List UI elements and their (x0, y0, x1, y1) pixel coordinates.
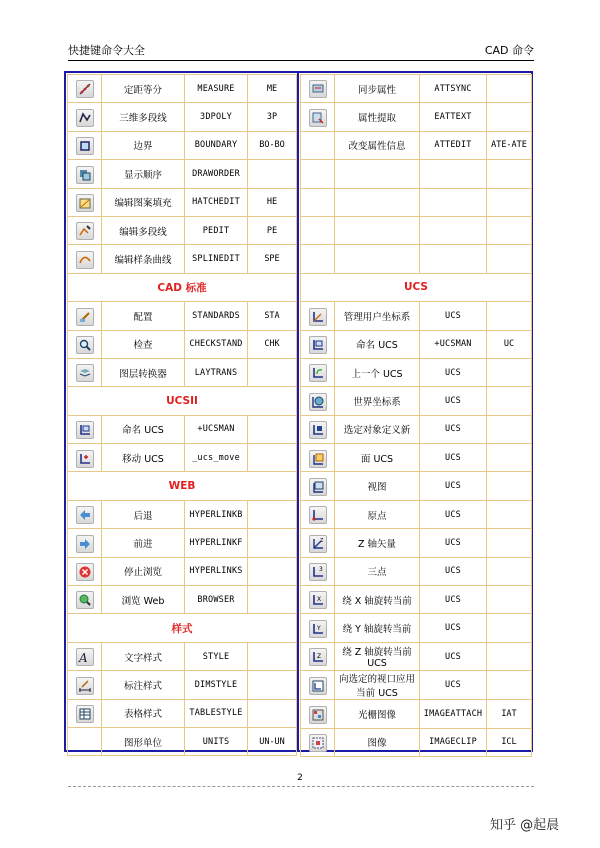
icon-cell (68, 103, 102, 131)
section-row (68, 387, 297, 415)
section-row (68, 614, 297, 642)
svg-text:Z: Z (319, 537, 323, 544)
imageclip-icon (309, 734, 327, 752)
icon-cell (301, 500, 335, 528)
command-text: HYPERLINKB (185, 500, 248, 528)
table-row (301, 728, 532, 756)
command-alias (487, 103, 532, 131)
command-alias (487, 75, 532, 103)
measure-icon (76, 80, 94, 98)
command-name: 原点 (335, 500, 420, 528)
command-alias (487, 444, 532, 472)
table-row (301, 245, 532, 273)
page-header (68, 40, 534, 61)
command-alias (248, 415, 297, 443)
command-text: EATTEXT (420, 103, 487, 131)
table-row (68, 699, 297, 727)
command-name: 绕 X 轴旋转当前 (335, 586, 420, 614)
command-text: IMAGEATTACH (420, 700, 487, 728)
command-text: UCS (420, 358, 487, 386)
command-text: STYLE (185, 642, 248, 670)
icon-cell (301, 614, 335, 642)
standards-icon (76, 308, 94, 326)
command-name: 配置 (102, 302, 185, 330)
browse-web-icon (76, 591, 94, 609)
command-alias (248, 699, 297, 727)
command-alias: ME (248, 75, 297, 103)
table-row (68, 727, 297, 755)
command-alias: UN-UN (248, 727, 297, 755)
command-alias (487, 160, 532, 188)
command-name: 选定对象定义新 (335, 415, 420, 443)
command-alias: CHK (248, 330, 297, 358)
command-alias (487, 188, 532, 216)
table-row (301, 500, 532, 528)
table-row (301, 472, 532, 500)
table-row (68, 557, 297, 585)
command-alias (248, 500, 297, 528)
command-name: 浏览 Web (102, 586, 185, 614)
z-rotate-icon (309, 648, 327, 666)
eattext-icon (309, 109, 327, 127)
command-text: UCS (420, 444, 487, 472)
table-row (68, 302, 297, 330)
icon-cell (301, 387, 335, 415)
command-text: TABLESTYLE (185, 699, 248, 727)
command-text (420, 160, 487, 188)
header-category: CAD 命令 (484, 44, 534, 57)
command-name (335, 160, 420, 188)
command-name: 向选定的视口应用当前 UCS (335, 671, 420, 700)
icon-cell (68, 557, 102, 585)
icon-cell (301, 700, 335, 728)
table-row (68, 330, 297, 358)
command-alias: ATE-ATE (487, 131, 532, 159)
section-title: WEB (68, 472, 297, 500)
table-row (301, 529, 532, 557)
icon-cell (68, 529, 102, 557)
command-name: 边界 (102, 131, 185, 159)
command-name: 属性提取 (335, 103, 420, 131)
command-text (420, 245, 487, 273)
command-alias (487, 557, 532, 585)
named-ucs-icon (76, 421, 94, 439)
command-name: 图像 (335, 728, 420, 756)
checkstandard-icon (76, 336, 94, 354)
table-row (68, 671, 297, 699)
splinedit-icon (76, 251, 94, 269)
y-rotate-icon (309, 620, 327, 638)
command-name: 三维多段线 (102, 103, 185, 131)
command-text: UCS (420, 302, 487, 330)
command-name: 表格样式 (102, 699, 185, 727)
command-alias: UC (487, 330, 532, 358)
command-alias: ICL (487, 728, 532, 756)
command-text: UCS (420, 387, 487, 415)
command-text: UCS (420, 614, 487, 642)
command-name: 命名 UCS (102, 415, 185, 443)
command-name: Z 轴矢量 (335, 529, 420, 557)
ucs-previous-icon (309, 364, 327, 382)
command-name: 检查 (102, 330, 185, 358)
command-alias: STA (248, 302, 297, 330)
command-text: HYPERLINKS (185, 557, 248, 585)
icon-cell (301, 642, 335, 670)
icon-cell (301, 188, 335, 216)
section-title: CAD 标准 (68, 273, 297, 301)
command-text: UCS (420, 472, 487, 500)
command-text: STANDARDS (185, 302, 248, 330)
table-row (301, 671, 532, 700)
command-alias (487, 216, 532, 244)
table-row (68, 131, 297, 159)
back-arrow-icon (76, 506, 94, 524)
command-text: HYPERLINKF (185, 529, 248, 557)
hatchedit-icon (76, 194, 94, 212)
icon-cell (68, 330, 102, 358)
command-text: UCS (420, 529, 487, 557)
command-alias: HE (248, 188, 297, 216)
ucsman-icon (309, 308, 327, 326)
icon-cell (301, 245, 335, 273)
view-ucs-icon (309, 478, 327, 496)
watermark: 知乎 @起晨 (490, 818, 560, 833)
table-row (68, 216, 297, 244)
command-text: MEASURE (185, 75, 248, 103)
command-name: 图层转换器 (102, 358, 185, 386)
face-ucs-icon (309, 450, 327, 468)
table-row (301, 557, 532, 585)
z-axis-icon (309, 535, 327, 553)
svg-text:X: X (316, 596, 321, 604)
three-point-icon (309, 563, 327, 581)
icon-cell (68, 245, 102, 273)
command-alias: IAT (487, 700, 532, 728)
command-name: 三点 (335, 557, 420, 585)
command-alias (248, 160, 297, 188)
icon-cell (301, 529, 335, 557)
command-name: 绕 Y 轴旋转当前 (335, 614, 420, 642)
table-row (68, 103, 297, 131)
command-text: LAYTRANS (185, 358, 248, 386)
named-ucs-icon (309, 336, 327, 354)
command-text: DIMSTYLE (185, 671, 248, 699)
command-text: HATCHEDIT (185, 188, 248, 216)
icon-cell (68, 160, 102, 188)
x-rotate-icon (309, 591, 327, 609)
table-row (301, 160, 532, 188)
svg-text:3: 3 (318, 566, 323, 574)
object-ucs-icon (309, 421, 327, 439)
command-alias (487, 302, 532, 330)
column-divider (297, 71, 299, 752)
svg-text:Y: Y (316, 624, 321, 632)
command-alias (487, 387, 532, 415)
command-alias (487, 500, 532, 528)
left-command-table (67, 74, 297, 756)
table-row (301, 444, 532, 472)
section-row (68, 273, 297, 301)
command-alias (248, 557, 297, 585)
command-alias: SPE (248, 245, 297, 273)
command-text: ATTSYNC (420, 75, 487, 103)
right-command-table (300, 74, 532, 757)
dim-style-icon (76, 677, 94, 695)
command-name: 后退 (102, 500, 185, 528)
icon-cell (301, 472, 335, 500)
command-text: IMAGECLIP (420, 728, 487, 756)
command-alias: 3P (248, 103, 297, 131)
section-title: UCS (301, 273, 532, 301)
command-name: 视图 (335, 472, 420, 500)
table-row (301, 131, 532, 159)
command-alias (248, 671, 297, 699)
table-row (68, 642, 297, 670)
command-text: PEDIT (185, 216, 248, 244)
command-alias (248, 642, 297, 670)
command-name: 绕 Z 轴旋转当前 UCS (335, 642, 420, 670)
origin-ucs-icon (309, 506, 327, 524)
table-row (68, 75, 297, 103)
command-text: ATTEDIT (420, 131, 487, 159)
icon-cell (68, 75, 102, 103)
icon-cell (301, 586, 335, 614)
icon-cell (301, 131, 335, 159)
command-text: +UCSMAN (420, 330, 487, 358)
command-name: 文字样式 (102, 642, 185, 670)
icon-cell (301, 671, 335, 700)
icon-cell (68, 671, 102, 699)
command-text: DRAWORDER (185, 160, 248, 188)
command-text (420, 188, 487, 216)
command-text: UCS (420, 500, 487, 528)
svg-text:Z: Z (316, 653, 321, 661)
table-row (68, 245, 297, 273)
command-name: 同步属性 (335, 75, 420, 103)
table-row (68, 415, 297, 443)
table-row (68, 586, 297, 614)
imageattach-icon (309, 706, 327, 724)
icon-cell (301, 302, 335, 330)
command-text: UCS (420, 415, 487, 443)
command-name: 改变属性信息 (335, 131, 420, 159)
command-alias (487, 614, 532, 642)
boundary-icon (76, 137, 94, 155)
command-text: UCS (420, 671, 487, 700)
command-alias (487, 415, 532, 443)
icon-cell (301, 358, 335, 386)
command-name: 管理用户坐标系 (335, 302, 420, 330)
command-text: UCS (420, 557, 487, 585)
table-row (68, 160, 297, 188)
icon-cell (301, 103, 335, 131)
stop-icon (76, 563, 94, 581)
table-style-icon (76, 705, 94, 723)
svg-text:A: A (78, 651, 88, 665)
icon-cell (68, 216, 102, 244)
table-row (301, 586, 532, 614)
command-alias (248, 444, 297, 472)
icon-cell (68, 500, 102, 528)
forward-arrow-icon (76, 535, 94, 553)
command-text: UCS (420, 642, 487, 670)
table-row (301, 103, 532, 131)
section-row (301, 273, 532, 301)
table-row (301, 188, 532, 216)
table-row (68, 500, 297, 528)
command-name: 显示顺序 (102, 160, 185, 188)
command-text: UCS (420, 586, 487, 614)
command-name: 编辑图案填充 (102, 188, 185, 216)
command-text: SPLINEDIT (185, 245, 248, 273)
table-row (301, 75, 532, 103)
icon-cell (301, 75, 335, 103)
apply-ucs-icon (309, 677, 327, 695)
table-row (301, 642, 532, 670)
command-name: 定距等分 (102, 75, 185, 103)
command-alias: BO-BO (248, 131, 297, 159)
attsync-icon (309, 80, 327, 98)
command-name: 停止浏览 (102, 557, 185, 585)
command-alias (487, 245, 532, 273)
icon-cell (68, 358, 102, 386)
ucs-move-icon (76, 450, 94, 468)
command-alias (487, 472, 532, 500)
table-row (301, 330, 532, 358)
icon-cell (301, 415, 335, 443)
icon-cell (301, 728, 335, 756)
table-row (301, 700, 532, 728)
command-alias (248, 358, 297, 386)
icon-cell (68, 642, 102, 670)
command-text: UNITS (185, 727, 248, 755)
footer-rule (68, 786, 534, 787)
command-alias (487, 586, 532, 614)
page-number: 2 (297, 773, 303, 783)
icon-cell (68, 699, 102, 727)
icon-cell (301, 444, 335, 472)
command-alias (248, 529, 297, 557)
command-alias: PE (248, 216, 297, 244)
command-text: BROWSER (185, 586, 248, 614)
command-name: 前进 (102, 529, 185, 557)
icon-cell (68, 727, 102, 755)
icon-cell (301, 216, 335, 244)
command-name: 编辑样条曲线 (102, 245, 185, 273)
table-row (301, 415, 532, 443)
3dpoly-icon (76, 109, 94, 127)
text-style-icon (76, 648, 94, 666)
table-row (301, 216, 532, 244)
table-row (301, 358, 532, 386)
command-name (335, 188, 420, 216)
command-text: BOUNDARY (185, 131, 248, 159)
command-name: 标注样式 (102, 671, 185, 699)
command-name (335, 216, 420, 244)
table-row (301, 387, 532, 415)
command-name: 世界坐标系 (335, 387, 420, 415)
command-text (420, 216, 487, 244)
icon-cell (68, 188, 102, 216)
command-text: +UCSMAN (185, 415, 248, 443)
icon-cell (301, 160, 335, 188)
icon-cell (68, 444, 102, 472)
command-name: 图形单位 (102, 727, 185, 755)
table-row (68, 358, 297, 386)
icon-cell (68, 586, 102, 614)
command-name: 命名 UCS (335, 330, 420, 358)
table-row (301, 614, 532, 642)
command-text: CHECKSTAND (185, 330, 248, 358)
command-alias (487, 642, 532, 670)
table-row (301, 302, 532, 330)
command-name: 光栅图像 (335, 700, 420, 728)
world-ucs-icon (309, 393, 327, 411)
command-name (335, 245, 420, 273)
icon-cell (68, 415, 102, 443)
laytrans-icon (76, 364, 94, 382)
icon-cell (68, 131, 102, 159)
table-row (68, 444, 297, 472)
command-alias (487, 529, 532, 557)
command-name: 移动 UCS (102, 444, 185, 472)
command-name: 面 UCS (335, 444, 420, 472)
table-row (68, 529, 297, 557)
table-row (68, 188, 297, 216)
command-alias (487, 358, 532, 386)
section-title: 样式 (68, 614, 297, 642)
draworder-icon (76, 166, 94, 184)
command-text: 3DPOLY (185, 103, 248, 131)
pedit-icon (76, 222, 94, 240)
icon-cell (68, 302, 102, 330)
command-text: _ucs_move (185, 444, 248, 472)
command-name: 编辑多段线 (102, 216, 185, 244)
command-alias (248, 586, 297, 614)
command-name: 上一个 UCS (335, 358, 420, 386)
header-title: 快捷键命令大全 (68, 44, 145, 57)
icon-cell (301, 557, 335, 585)
section-title: UCSII (68, 387, 297, 415)
section-row (68, 472, 297, 500)
command-alias (487, 671, 532, 700)
icon-cell (301, 330, 335, 358)
